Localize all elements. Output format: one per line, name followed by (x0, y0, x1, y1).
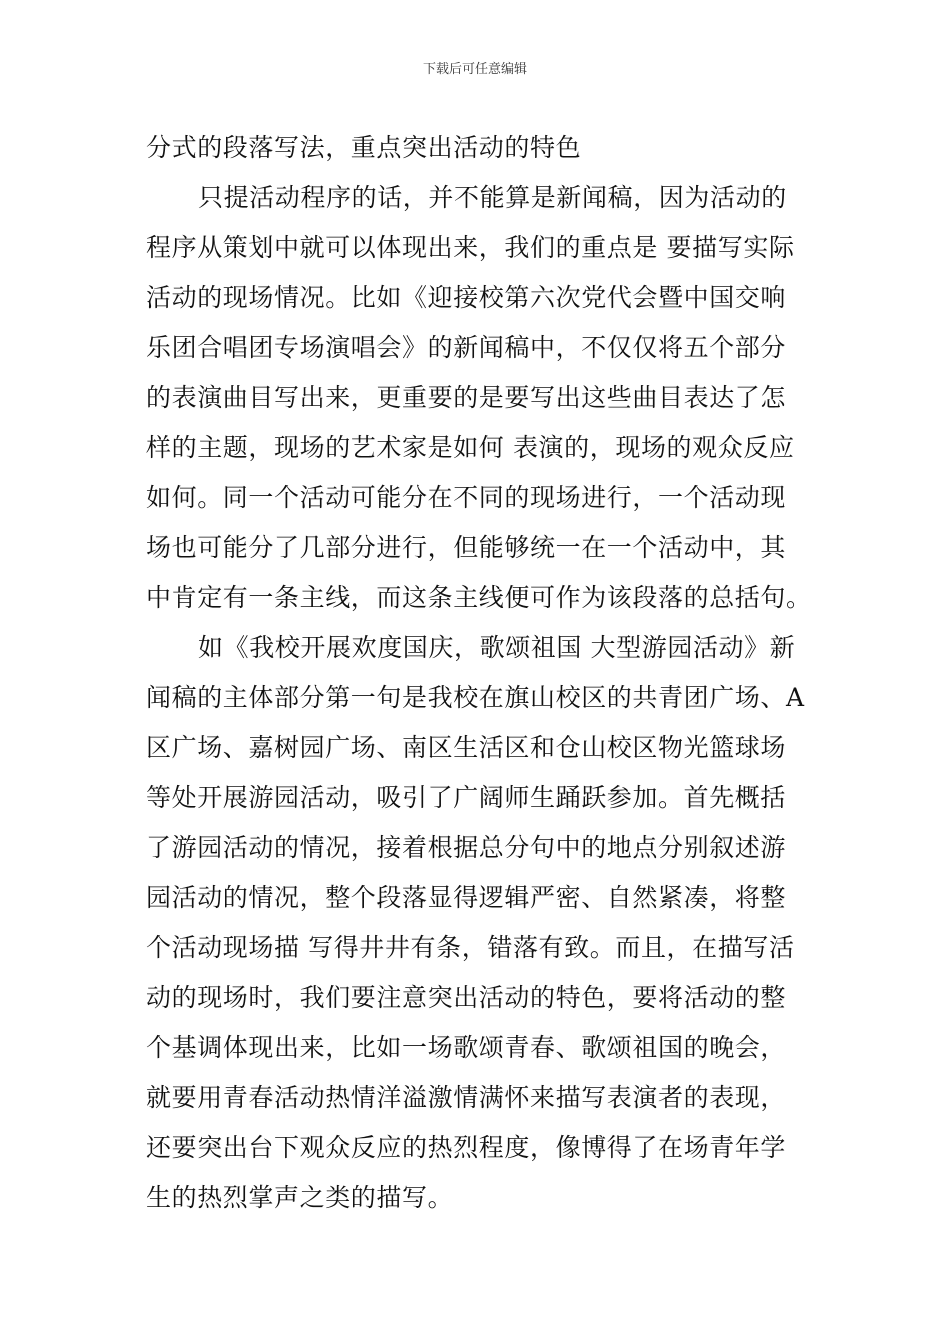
text-line: 样的主题，现场的艺术家是如何 表演的，现场的观众反应 (146, 433, 795, 462)
text-line: 闻稿的主体部分第一句是我校在旗山校区的共青团广场、A (146, 683, 805, 712)
text-line: 了游园活动的情况，接着根据总分句中的地点分别叙述游 (146, 833, 787, 862)
text-line: 如《我校开展欢度国庆，歌颂祖国 大型游园活动》新 (198, 633, 796, 662)
text-line: 只提活动程序的话，并不能算是新闻稿，因为活动的 (198, 183, 787, 212)
text-line: 场也可能分了几部分进行，但能够统一在一个活动中，其 (146, 533, 787, 562)
text-line: 等处开展游园活动，吸引了广阔师生踊跃参加。首先概括 (146, 783, 787, 812)
text-line: 区广场、嘉树园广场、南区生活区和仓山校区物光篮球场 (146, 733, 787, 762)
document-body (146, 126, 812, 1226)
text-line: 个活动现场描 写得井井有条，错落有致。而且，在描写活 (146, 933, 795, 962)
text-line: 乐团合唱团专场演唱会》的新闻稿中，不仅仅将五个部分 (146, 333, 787, 362)
text-line: 园活动的情况，整个段落显得逻辑严密、自然紧凑，将整 (146, 883, 787, 912)
text-line: 分式的段落写法，重点突出活动的特色 (146, 133, 582, 162)
text-line: 如何。同一个活动可能分在不同的现场进行，一个活动现 (146, 483, 787, 512)
text-line: 中肯定有一条主线，而这条主线便可作为该段落的总括句。 (146, 583, 812, 612)
text-line: 活动的现场情况。比如《迎接校第六次党代会暨中国交响 (146, 283, 787, 312)
text-line: 个基调体现出来，比如一场歌颂青春、歌颂祖国的晚会， (146, 1033, 787, 1062)
text-line: 的表演曲目写出来，更重要的是要写出这些曲目表达了怎 (146, 383, 787, 412)
page-header: 下载后可任意编辑 (422, 62, 527, 77)
text-line: 程序从策划中就可以体现出来，我们的重点是 要描写实际 (146, 233, 795, 262)
text-line: 就要用青春活动热情洋溢激情满怀来描写表演者的表现， (146, 1083, 787, 1112)
text-line: 生的热烈掌声之类的描写。 (146, 1183, 454, 1212)
text-line: 动的现场时，我们要注意突出活动的特色，要将活动的整 (146, 983, 787, 1012)
text-line: 还要突出台下观众反应的热烈程度，像博得了在场青年学 (146, 1133, 787, 1162)
